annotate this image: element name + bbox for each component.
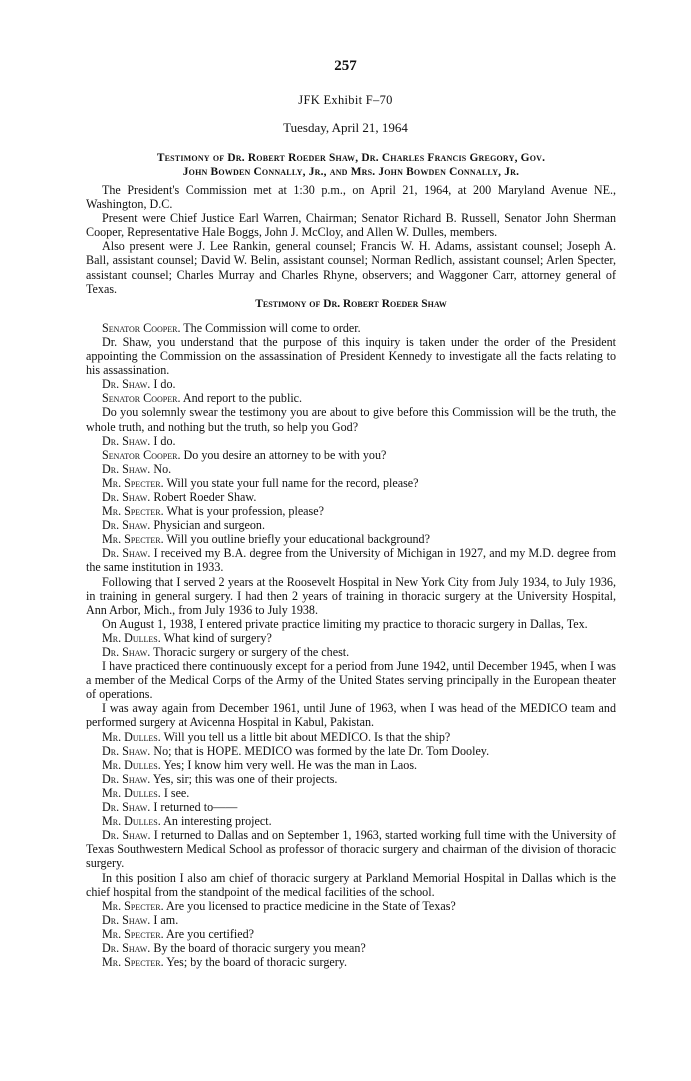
transcript-paragraph — [86, 631, 616, 645]
speech-text: I have practiced there continuously except for a period from June 1942, until December 1945, when I was a member of the Medical Corps of the Army of the United States serving principally in the European theater of operations. — [86, 659, 616, 702]
transcript-paragraph — [86, 828, 616, 870]
transcript-paragraph — [86, 617, 616, 631]
speech-text: Yes; by the board of thoracic surgery. — [166, 955, 348, 970]
speech-text: Physician and surgeon. — [153, 518, 266, 533]
speaker-name: Dr. Shaw. — [102, 645, 151, 659]
testimony-transcript — [86, 321, 616, 969]
speaker-name: Mr. Specter. — [102, 898, 164, 913]
transcript-paragraph — [86, 744, 616, 758]
speech-text: Will you outline briefly your educational background? — [166, 532, 430, 547]
speaker-name: Mr. Specter. — [102, 532, 164, 547]
page-number: 257 — [334, 58, 357, 74]
speaker-name: Dr. Shaw. — [102, 743, 151, 758]
transcript-paragraph — [86, 504, 616, 518]
speaker-name: Mr. Specter. — [102, 504, 164, 519]
transcript-paragraph — [86, 575, 616, 617]
speaker-name: Dr. Shaw. — [102, 771, 151, 786]
speech-text: Thoracic surgery or surgery of the chest. — [153, 645, 350, 659]
speaker-name: Mr. Dulles. — [102, 757, 161, 772]
transcript-paragraph — [86, 786, 616, 800]
speaker-name: Mr. Specter. — [102, 926, 164, 941]
speaker-name: Dr. Shaw. — [102, 800, 151, 815]
speaker-name: Dr. Shaw. — [102, 912, 151, 927]
transcript-paragraph — [86, 701, 616, 729]
speech-text: I do. — [153, 433, 176, 448]
speech-text: No. — [153, 461, 172, 476]
transcript-paragraph — [86, 899, 616, 913]
speech-text: On August 1, 1938, I entered private practice limiting my practice to thoracic surgery in Dallas, Tex. — [102, 616, 588, 631]
transcript-paragraph — [86, 490, 616, 504]
speaker-name: Senator Cooper. — [102, 447, 181, 462]
speaker-name: Senator Cooper. — [102, 320, 181, 335]
transcript-paragraph — [86, 772, 616, 786]
speech-text: Will you state your full name for the record, please? — [166, 475, 419, 490]
testimony-heading-line-1: Testimony of Dr. Robert Roeder Shaw, Dr. Charles Francis Gregory, Gov. — [156, 152, 546, 164]
section-heading: Testimony of Dr. Robert Roeder Shaw — [255, 297, 447, 310]
transcript-paragraph — [86, 335, 616, 377]
speech-text: Dr. Shaw, you understand that the purpose of this inquiry is taken under the order of the President appointing the Commission on the assassination of President Kennedy to investigate all the facts relating to his assassination. — [86, 334, 616, 378]
speech-text: Robert Roeder Shaw. — [153, 489, 257, 504]
speaker-name: Dr. Shaw. — [102, 940, 151, 955]
transcript-paragraph — [86, 377, 616, 391]
speech-text: I see. — [163, 785, 190, 800]
transcript-paragraph — [86, 800, 616, 814]
speaker-name: Dr. Shaw. — [102, 433, 151, 448]
speaker-name: Dr. Shaw. — [102, 546, 151, 561]
transcript-paragraph — [86, 434, 616, 448]
speech-text: I do. — [153, 377, 176, 392]
transcript-paragraph — [86, 814, 616, 828]
speaker-name: Dr. Shaw. — [102, 518, 151, 533]
transcript-paragraph — [86, 927, 616, 941]
intro-paragraph: Also present were J. Lee Rankin, general counsel; Francis W. H. Adams, assistant counsel; Joseph A. Ball, assistant counsel; David W. Belin, assistant counsel; Norman Redlich, assistant counsel; Arlen Specter, assistant counsel; Charles Murray and Charles Rhyne, observers; and Waggoner Carr, attorney general of Texas. — [86, 239, 616, 296]
transcript-paragraph — [86, 462, 616, 476]
exhibit-label: JFK Exhibit F–70 — [298, 93, 393, 107]
speech-text: By the board of thoracic surgery you mean? — [153, 940, 366, 955]
speech-text: Do you desire an attorney to be with you? — [183, 447, 387, 462]
intro-paragraph: Present were Chief Justice Earl Warren, Chairman; Senator Richard B. Russell, Senator John Sherman Cooper, Representative Hale Boggs, John J. McCloy, and Allen W. Dulles, members. — [86, 211, 616, 240]
speech-text: I am. — [153, 912, 179, 927]
transcript-paragraph — [86, 518, 616, 532]
transcript-paragraph — [86, 448, 616, 462]
transcript-paragraph — [86, 758, 616, 772]
speaker-name: Dr. Shaw. — [102, 377, 151, 392]
transcript-paragraph — [86, 941, 616, 955]
speech-text: Are you certified? — [166, 926, 255, 941]
speech-text: Do you solemnly swear the testimony you are about to give before this Commission will be the truth, the whole truth, and nothing but the truth, so help you God? — [86, 405, 616, 434]
speaker-name: Mr. Dulles. — [102, 785, 161, 800]
speech-text: I received my B.A. degree from the University of Michigan in 1927, and my M.D. degree from the same institution in 1933. — [86, 546, 616, 575]
transcript-paragraph — [86, 546, 616, 574]
speaker-name: Mr. Dulles. — [102, 630, 161, 645]
speech-text: I was away again from December 1961, until June of 1963, when I was head of the MEDICO team and performed surgery at Avicenna Hospital in Kabul, Pakistan. — [86, 701, 616, 730]
hearing-date: Tuesday, April 21, 1964 — [283, 120, 408, 135]
speaker-name: Mr. Specter. — [102, 475, 164, 490]
document-body — [86, 183, 616, 969]
speech-text: Are you licensed to practice medicine in the State of Texas? — [166, 898, 456, 913]
transcript-paragraph — [86, 871, 616, 899]
speech-text: I returned to—— — [153, 800, 238, 815]
speech-text: Following that I served 2 years at the Roosevelt Hospital in New York City from July 1934, to July 1936, in training in general surgery. I had then 2 years of training in thoracic surgery at the University Hospital, Ann Arbor, Mich., from July 1936 to July 1938. — [86, 574, 616, 617]
transcript-paragraph — [86, 405, 616, 433]
transcript-paragraph — [86, 645, 616, 659]
speaker-name: Dr. Shaw. — [102, 489, 151, 504]
transcript-paragraph — [86, 730, 616, 744]
speaker-name: Dr. Shaw. — [102, 828, 151, 843]
speech-text: The Commission will come to order. — [183, 320, 361, 335]
speaker-name: Dr. Shaw. — [102, 461, 151, 476]
intro-paragraph: The President's Commission met at 1:30 p.m., on April 21, 1964, at 200 Maryland Avenue NE., Washington, D.C. — [86, 183, 616, 212]
testimony-heading-line-2: John Bowden Connally, Jr., and Mrs. John Bowden Connally, Jr. — [182, 166, 520, 178]
transcript-paragraph — [86, 321, 616, 335]
speaker-name: Mr. Dulles. — [102, 729, 161, 744]
speaker-name: Senator Cooper. — [102, 391, 181, 406]
transcript-paragraph — [86, 391, 616, 405]
transcript-paragraph — [86, 955, 616, 969]
speech-text: What is your profession, please? — [166, 504, 324, 519]
speech-text: Yes; I know him very well. He was the man in Laos. — [163, 757, 418, 772]
speech-text: An interesting project. — [163, 814, 272, 829]
speech-text: Yes, sir; this was one of their projects. — [152, 771, 338, 786]
speech-text: And report to the public. — [182, 391, 303, 406]
speech-text: In this position I also am chief of thoracic surgery at Parkland Memorial Hospital in Dallas which is the chief hospital from the standpoint of the medical facilities of the school. — [86, 870, 616, 899]
speech-text: Will you tell us a little bit about MEDICO. Is that the ship? — [163, 729, 451, 744]
testimony-heading — [86, 151, 616, 179]
speaker-name: Mr. Specter. — [102, 955, 164, 970]
transcript-paragraph — [86, 913, 616, 927]
speech-text: What kind of surgery? — [163, 630, 272, 645]
transcript-paragraph — [86, 532, 616, 546]
speaker-name: Mr. Dulles. — [102, 814, 161, 829]
transcript-paragraph — [86, 476, 616, 490]
speech-text: I returned to Dallas and on September 1, 1963, started working full time with the University of Texas Southwestern Medical School as professor of thoracic surgery and chairman of the division of thoracic surgery. — [86, 828, 616, 871]
transcript-paragraph — [86, 659, 616, 701]
speech-text: No; that is HOPE. MEDICO was formed by the late Dr. Tom Dooley. — [153, 743, 490, 758]
